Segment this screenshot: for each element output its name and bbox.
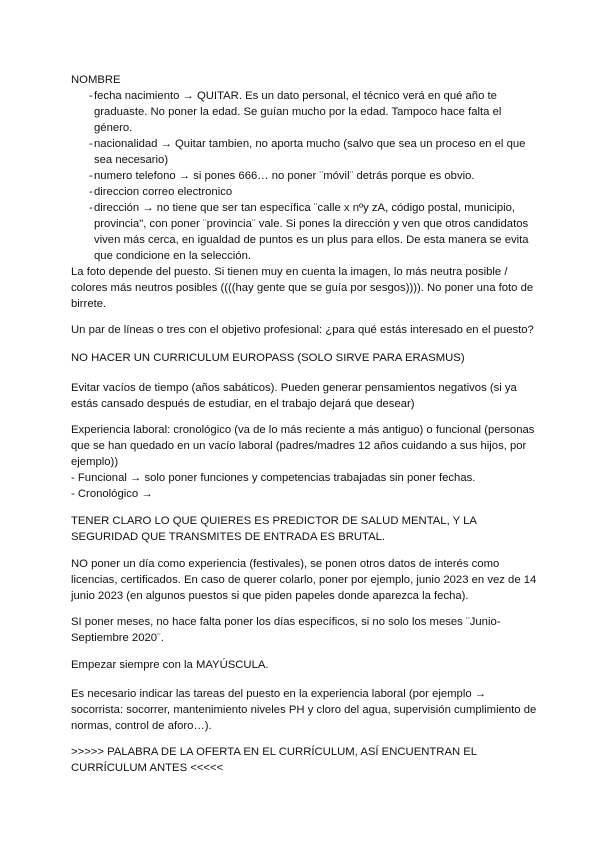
- paragraph-europass: NO HACER UN CURRICULUM EUROPASS (SOLO SIRVE PARA ERASMUS): [71, 352, 465, 364]
- bullet-text: dirección → no tiene que ser tan específica ¨calle x nºy zA, código postal, municipio, provincia", con poner ¨provincia¨ vale. Si pones la dirección y ven que otros candidatos viven más cerca, en igualdad de puntos es un plus para ellos. De esta manera se evita que condicione en la selección.: [94, 202, 529, 262]
- bullet-list: [71, 88, 541, 264]
- bullet-text: fecha nacimiento → QUITAR. Es un dato personal, el técnico verá en qué año te graduaste. No poner la edad. Se guían mucho por la edad. Tampoco hace falta el género.: [94, 90, 502, 134]
- paragraph-objetivo: Un par de líneas o tres con el objetivo profesional: ¿para qué estás interesado en el puesto?: [71, 324, 534, 336]
- line-funcional: - Funcional → solo poner funciones y competencias trabajadas sin poner fechas.: [71, 472, 476, 484]
- bullet-item: [71, 168, 541, 184]
- bullet-item: [71, 88, 541, 136]
- bullet-dash: -: [89, 202, 93, 214]
- paragraph-experiencia: Experiencia laboral: cronológico (va de lo más reciente a más antiguo) o funcional (personas que se han quedado en un vacío laboral (padres/madres 12 años cuidando a sus hijos, por ejemplo)): [71, 424, 535, 468]
- paragraph-foto: La foto depende del puesto. Si tienen muy en cuenta la imagen, lo más neutra posible / colores más neutros posibles ((((hay gente que se guía por sesgos)))). No poner una foto de birrete.: [71, 266, 534, 310]
- paragraph-palabra: >>>>> PALABRA DE LA OFERTA EN EL CURRÍCULUM, ASÍ ENCUENTRAN EL CURRÍCULUM ANTES <<<<<: [71, 746, 477, 774]
- bullet-dash: -: [89, 90, 93, 102]
- bullet-item: [71, 200, 541, 264]
- paragraph-meses: SI poner meses, no hace falta poner los días específicos, si no solo los meses ¨Junio-Septiembre 2020¨.: [71, 616, 501, 644]
- paragraph-dia: NO poner un día como experiencia (festivales), se ponen otros datos de interés como licencias, certificados. En caso de querer colarlo, poner por ejemplo, junio 2023 en vez de 14 junio 2023 (en algunos puestos si que piden papeles donde aparezca la fecha).: [71, 558, 537, 602]
- paragraph-predictor: TENER CLARO LO QUE QUIERES ES PREDICTOR DE SALUD MENTAL, Y LA SEGURIDAD QUE TRANSMITES DE ENTRADA ES BRUTAL.: [71, 515, 477, 543]
- bullet-text: numero telefono → si pones 666… no poner ¨móvil¨ detrás porque es obvio.: [94, 170, 475, 182]
- line-cronologico: - Cronológico →: [71, 488, 153, 500]
- bullet-dash: -: [89, 138, 93, 150]
- paragraph-tareas: Es necesario indicar las tareas del puesto en la experiencia laboral (por ejemplo → socorrista: socorrer, mantenimiento niveles PH y cloro del agua, supervisión cumplimiento de normas, control de aforo…).: [71, 688, 537, 732]
- bullet-item: [71, 136, 541, 168]
- paragraph-vacios: Evitar vacíos de tiempo (años sabáticos). Pueden generar pensamientos negativos (si ya estás cansado después de estudiar, en el trabajo dejará que desear): [71, 382, 517, 410]
- bullet-text: direccion correo electronico: [94, 186, 233, 198]
- bullet-text: nacionalidad → Quitar tambien, no aporta mucho (salvo que sea un proceso en el que sea necesario): [94, 138, 526, 166]
- bullet-item: [71, 184, 541, 200]
- section-title: NOMBRE: [71, 74, 121, 86]
- paragraph-mayuscula: Empezar siempre con la MAYÚSCULA.: [71, 659, 269, 671]
- bullet-dash: -: [89, 170, 93, 182]
- bullet-dash: -: [89, 186, 93, 198]
